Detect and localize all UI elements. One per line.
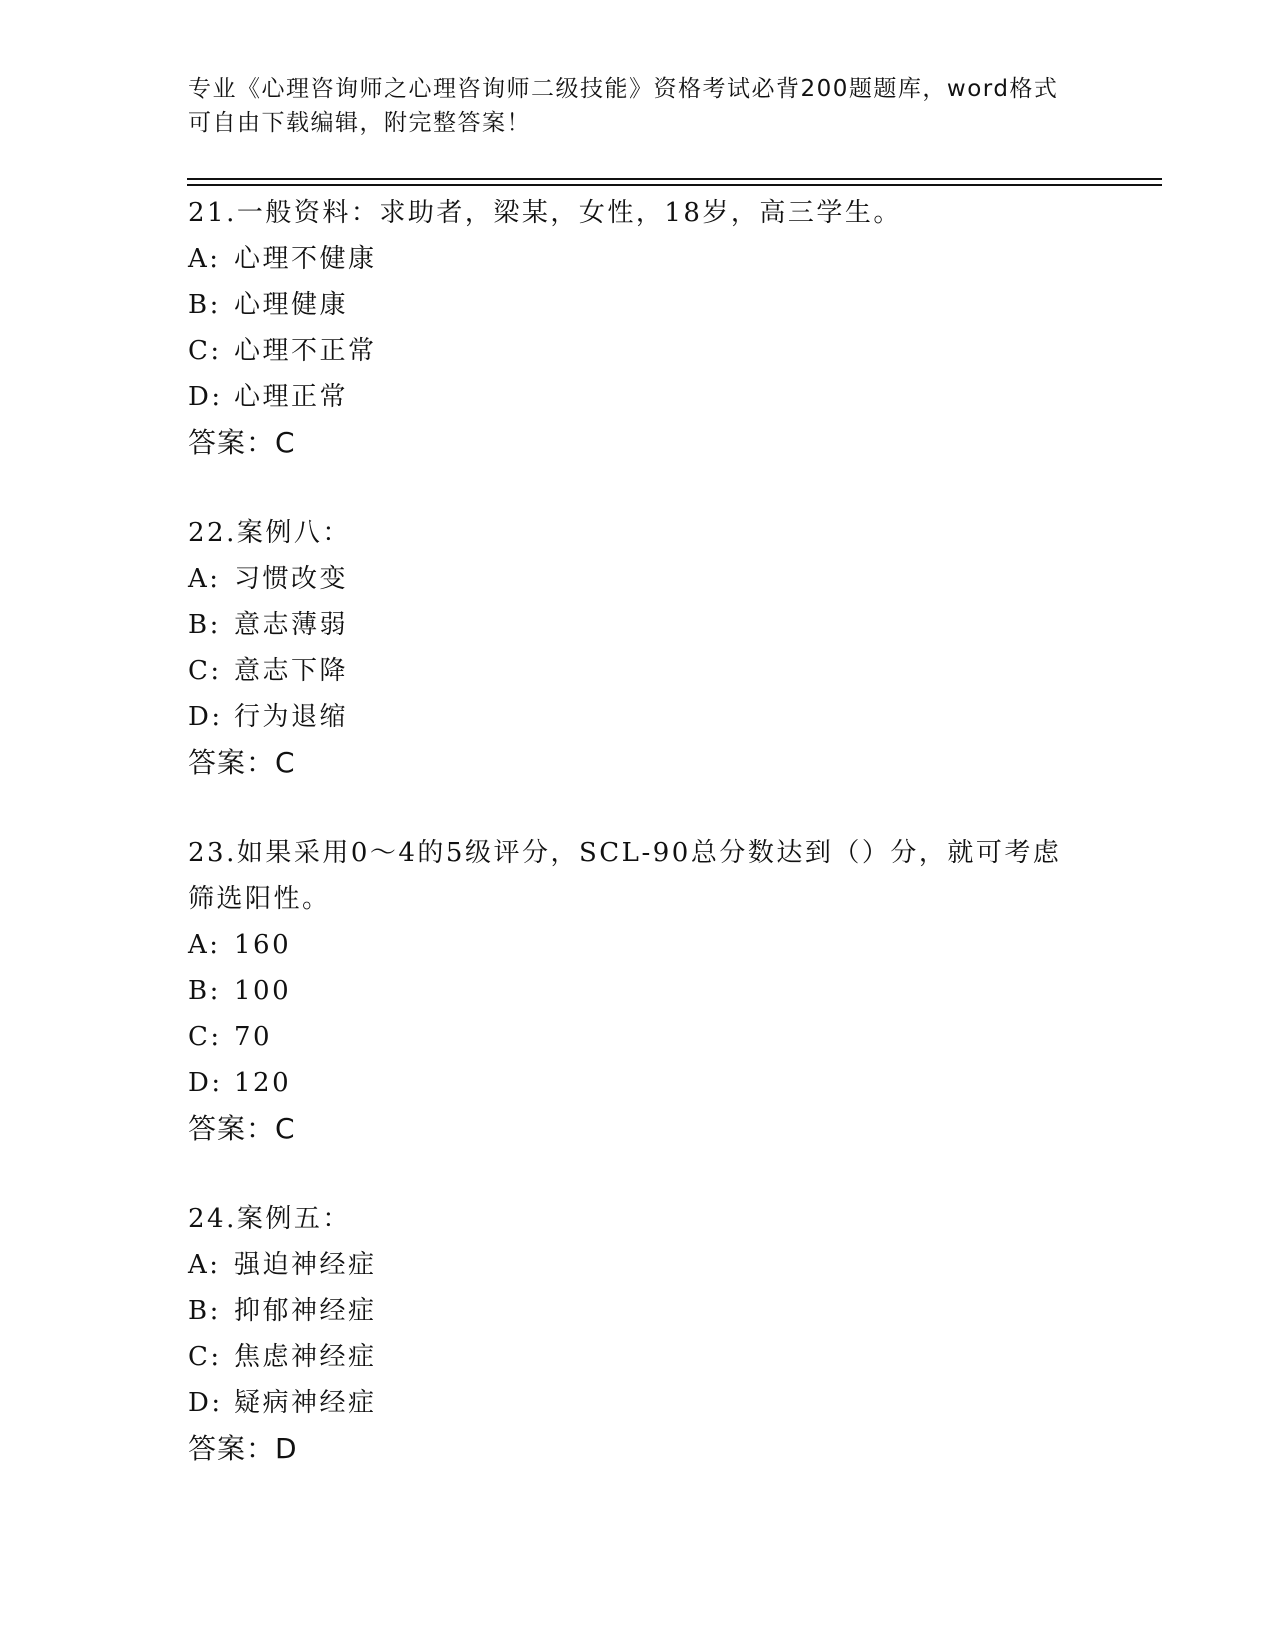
option-c — [188, 648, 1088, 694]
option-a — [188, 1242, 1088, 1288]
option-key: A: — [188, 564, 221, 594]
option-text: 160 — [234, 930, 292, 960]
option-b — [188, 968, 1088, 1014]
document-header — [188, 72, 1088, 140]
option-text: 焦虑神经症 — [234, 1342, 377, 1372]
option-key: D: — [188, 1068, 223, 1098]
option-key: B: — [188, 1296, 221, 1326]
header-line-1: 专业《心理咨询师之心理咨询师二级技能》资格考试必背200题题库，word格式 — [188, 76, 1059, 102]
answer-line: 答案：D — [188, 1432, 298, 1465]
option-key: C: — [188, 1342, 222, 1372]
option-text: 意志薄弱 — [234, 610, 349, 640]
option-d — [188, 1380, 1088, 1426]
option-text: 心理不正常 — [234, 336, 377, 366]
option-key: C: — [188, 656, 222, 686]
option-b — [188, 282, 1088, 328]
option-a — [188, 922, 1088, 968]
option-key: D: — [188, 382, 223, 412]
option-c — [188, 1334, 1088, 1380]
option-a — [188, 236, 1088, 282]
option-text: 行为退缩 — [234, 702, 349, 732]
header-divider-bottom — [187, 184, 1162, 186]
option-d — [188, 374, 1088, 420]
question-text: 24.案例五： — [188, 1204, 351, 1234]
option-text: 70 — [234, 1022, 273, 1052]
question-text: 23.如果采用0～4的5级评分，SCL-90总分数达到（）分，就可考虑筛选阳性。 — [188, 838, 1062, 914]
option-d — [188, 694, 1088, 740]
option-key: A: — [188, 1250, 221, 1280]
option-key: D: — [188, 1388, 223, 1418]
spacer — [188, 786, 1088, 830]
option-text: 习惯改变 — [234, 564, 349, 594]
header-line-2: 可自由下载编辑，附完整答案！ — [188, 110, 531, 136]
option-text: 100 — [234, 976, 292, 1006]
option-text: 心理正常 — [234, 382, 349, 412]
option-key: C: — [188, 1022, 222, 1052]
option-key: C: — [188, 336, 222, 366]
question-text: 22.案例八： — [188, 518, 351, 548]
option-c — [188, 328, 1088, 374]
option-d — [188, 1060, 1088, 1106]
spacer — [188, 1152, 1088, 1196]
question-23 — [188, 830, 1088, 1152]
option-b — [188, 602, 1088, 648]
question-21 — [188, 190, 1088, 466]
option-text: 抑郁神经症 — [234, 1296, 377, 1326]
spacer — [188, 466, 1088, 510]
option-a — [188, 556, 1088, 602]
option-key: D: — [188, 702, 223, 732]
option-text: 强迫神经症 — [234, 1250, 377, 1280]
option-key: A: — [188, 244, 221, 274]
option-key: B: — [188, 290, 221, 320]
question-22 — [188, 510, 1088, 786]
option-key: A: — [188, 930, 221, 960]
option-key: B: — [188, 976, 221, 1006]
option-key: B: — [188, 610, 221, 640]
question-24 — [188, 1196, 1088, 1472]
option-b — [188, 1288, 1088, 1334]
answer-line: 答案：C — [188, 746, 296, 779]
option-text: 意志下降 — [234, 656, 349, 686]
option-text: 心理不健康 — [234, 244, 377, 274]
header-divider-top — [187, 178, 1162, 180]
question-text: 21.一般资料：求助者，梁某，女性，18岁，高三学生。 — [188, 198, 902, 228]
answer-line: 答案：C — [188, 426, 296, 459]
option-text: 心理健康 — [234, 290, 349, 320]
question-list — [188, 190, 1088, 1472]
option-c — [188, 1014, 1088, 1060]
answer-line: 答案：C — [188, 1112, 296, 1145]
option-text: 疑病神经症 — [234, 1388, 377, 1418]
option-text: 120 — [234, 1068, 292, 1098]
